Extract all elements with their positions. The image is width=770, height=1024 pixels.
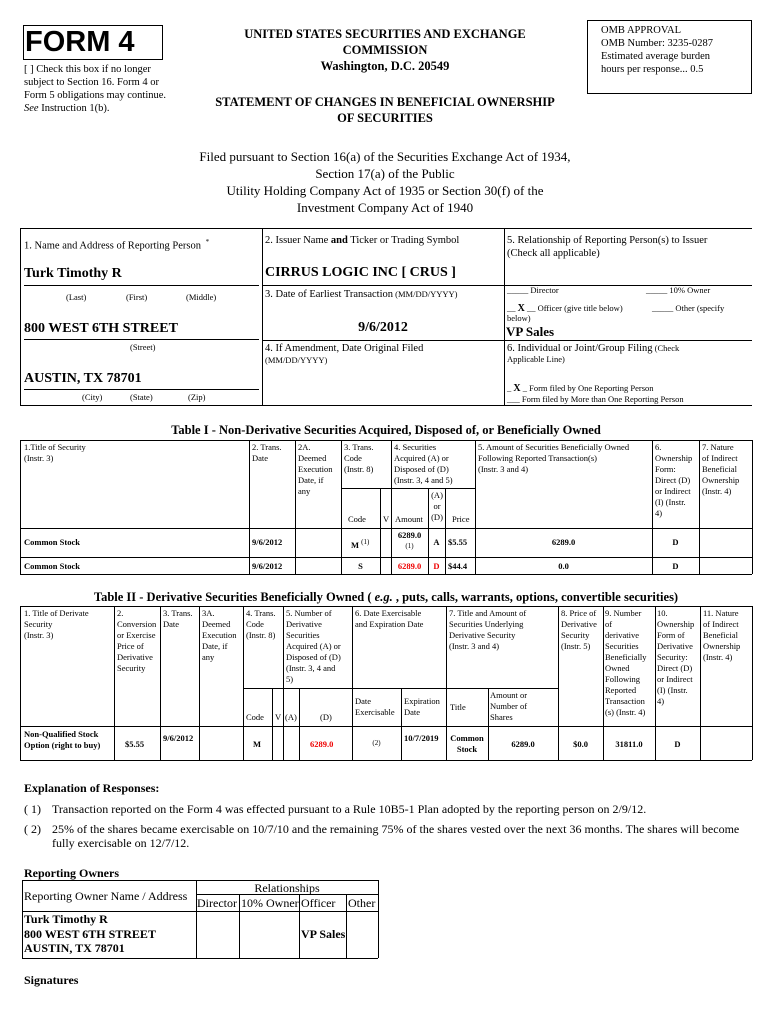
box1-star: * xyxy=(205,238,210,246)
t2-title: Title xyxy=(450,702,466,712)
box3-fmt: (MM/DD/YYYY) xyxy=(393,289,458,299)
table2-title xyxy=(20,590,752,605)
t1-code: Code xyxy=(348,514,366,524)
owner-officer-title: VP Sales xyxy=(301,927,346,941)
form-title: FORM 4 xyxy=(25,26,135,58)
one-person-b: _ Form filed by One Reporting Person xyxy=(520,383,654,393)
t2-v: V xyxy=(275,712,282,722)
statement-title: STATEMENT OF CHANGES IN BENEFICIAL OWNERSHIP OF SECURITIES xyxy=(215,95,555,125)
t2-row-u-amount: 6289.0 xyxy=(511,739,535,749)
t2-h6: 6. Date Exercisable and Expiration Date xyxy=(355,608,424,629)
box4-label: 4. If Amendment, Date Original Filed xyxy=(265,343,424,354)
t1-h7: 7. Nature of Indirect Beneficial Ownership (Instr. 4) xyxy=(702,442,740,496)
officer-title: VP Sales xyxy=(506,324,555,339)
owners-officer: Officer xyxy=(301,896,336,910)
officer-line-b: __ Officer (give title below) xyxy=(524,303,623,313)
one-person-a: _ xyxy=(507,383,514,393)
reporting-person-name: Turk Timothy R xyxy=(24,266,122,281)
box3-label xyxy=(265,288,457,301)
t1-r1-amount: 6289.0 xyxy=(397,530,422,540)
agency-name: UNITED STATES SECURITIES AND EXCHANGE COMMISSION Washington, D.C. 20549 xyxy=(244,27,526,73)
note-1-text: Transaction reported on the Form 4 was effected pursuant to a Rule 10B5-1 Plan adopted by the reporting person on 2/9/12. xyxy=(52,802,647,816)
t1-h4: 4. Securities Acquired (A) or Disposed of (D) (Instr. 3, 4 and 5) xyxy=(394,442,453,485)
label-street: (Street) xyxy=(130,342,156,352)
t1-h2: 2. Trans. Date xyxy=(252,442,282,463)
t2-date-ex: Date Exercisable xyxy=(355,696,395,717)
t1-r1-ad: A xyxy=(433,537,440,547)
t2-h9: 9. Number of derivative Securities Beneficially Owned Following Reported Transaction (s) (Instr. 4) xyxy=(605,608,647,717)
t2-d: (D) xyxy=(320,712,332,722)
t2-h11: 11. Nature of Indirect Beneficial Ownership (Instr. 4) xyxy=(703,608,741,662)
t1-r1-date: 9/6/2012 xyxy=(252,537,283,547)
t1-r2-ad: D xyxy=(433,561,440,571)
box1-label xyxy=(24,236,209,253)
t2-h7: 7. Title and Amount of Securities Underlying Derivative Security (Instr. 3 and 4) xyxy=(449,608,527,651)
t1-h1: 1.Title of Security (Instr. 3) xyxy=(24,442,86,463)
t2-row-disposed: 6289.0 xyxy=(310,739,334,749)
t2-row-code: M xyxy=(253,739,262,749)
t1-r1-code-fn: (1) xyxy=(361,538,370,546)
reporting-city-state: AUSTIN, TX 78701 xyxy=(24,371,142,386)
t2-row-owned: 31811.0 xyxy=(615,739,643,749)
instruction-ref: Instruction 1(b). xyxy=(38,103,110,114)
t2-row-expiration: 10/7/2019 xyxy=(404,733,439,743)
more-persons-line: ___ Form filed by More than One Reporting Person xyxy=(507,394,684,404)
see-word: See xyxy=(24,103,39,114)
t2-h4: 4. Trans. Code (Instr. 8) xyxy=(246,608,276,640)
table2-title-a: Table II - Derivative Securities Beneficially Owned ( xyxy=(93,590,375,604)
t2-h2: 2. Conversion or Exercise Price of Derivative Security xyxy=(117,608,157,673)
t2-row-title: Non-Qualified Stock Option (right to buy) xyxy=(24,729,101,750)
reporting-owners-heading: Reporting Owners xyxy=(24,866,119,880)
t2-row-form: D xyxy=(674,739,681,749)
t2-amount-shares: Amount or Number of Shares xyxy=(490,690,528,722)
box4-fmt: (MM/DD/YYYY) xyxy=(265,355,328,365)
filed-pursuant: Filed pursuant to Section 16(a) of the Securities Exchange Act of 1934, Section 17(a) of the Public Utility Holding Company Act of 1935 or Section 30(f) of the Investment Company Act of 1940 xyxy=(199,149,571,215)
box2-label-a: 2. Issuer Name xyxy=(265,235,331,246)
t2-h3a: 3A. Deemed Execution Date, if any xyxy=(202,608,237,662)
t1-r2-amount: 6289.0 xyxy=(397,561,422,571)
owners-relationships: Relationships xyxy=(254,881,320,895)
t2-h1: 1. Title of Derivate Security (Instr. 3) xyxy=(24,608,89,640)
label-city: (City) xyxy=(82,392,103,402)
t1-h2a: 2A. Deemed Execution Date, if any xyxy=(298,442,333,496)
explanation-heading: Explanation of Responses: xyxy=(24,781,160,795)
below-note: below) xyxy=(507,313,531,323)
t1-r2-owned: 0.0 xyxy=(558,561,569,571)
t2-h10: 10. Ownership Form of Derivative Security: Direct (D) or Indirect (I) (Instr. 4) xyxy=(657,608,695,706)
other-line: _____ Other (specify xyxy=(652,303,725,313)
t2-row-date-ex: (2) xyxy=(372,739,381,747)
table1-title: Table I - Non-Derivative Securities Acquired, Disposed of, or Beneficially Owned xyxy=(171,423,601,437)
box6-applicable: Applicable Line) xyxy=(507,354,565,364)
label-middle: (Middle) xyxy=(186,292,217,302)
note-2-num: ( 2) xyxy=(24,822,41,836)
t1-r1-code-value: M xyxy=(351,539,360,550)
t2-row-date: 9/6/2012 xyxy=(163,733,194,743)
earliest-transaction-date: 9/6/2012 xyxy=(358,320,408,335)
box2-label-b: Ticker or Trading Symbol xyxy=(347,235,460,246)
box5-label: 5. Relationship of Reporting Person(s) to Issuer (Check all applicable) xyxy=(507,235,708,259)
one-person-line xyxy=(507,383,654,394)
section16-checkbox-note xyxy=(24,63,174,115)
t1-h3: 3. Trans. Code (Instr. 8) xyxy=(344,442,374,474)
section16-checkbox-text: [ ] Check this box if no longer subject to Section 16. Form 4 or Form 5 obligations may continue. xyxy=(24,64,167,101)
t2-h8: 8. Price of Derivative Security (Instr. 5) xyxy=(561,608,597,651)
label-zip: (Zip) xyxy=(188,392,206,402)
box6-check: (Check xyxy=(652,343,680,353)
t2-h5: 5. Number of Derivative Securities Acquired (A) or Disposed of (D) (Instr. 3, 4 and 5) xyxy=(286,608,341,684)
t1-r2-form: D xyxy=(672,561,679,571)
box6-label-text: 6. Individual or Joint/Group Filing xyxy=(507,343,653,354)
t2-row-u-title: Common Stock xyxy=(450,733,484,754)
officer-check: X xyxy=(517,303,525,314)
t2-h3: 3. Trans. Date xyxy=(163,608,193,629)
label-first: (First) xyxy=(126,292,148,302)
box1-label-text: 1. Name and Address of Reporting Person xyxy=(24,240,202,252)
label-last: (Last) xyxy=(66,292,87,302)
t1-r1-owned: 6289.0 xyxy=(551,537,576,547)
t1-price: Price xyxy=(452,514,470,524)
owners-ten-pct: 10% Owner xyxy=(241,896,299,910)
box2-label xyxy=(265,234,459,247)
box2-and: and xyxy=(330,235,348,246)
t1-aord: (A) or (D) xyxy=(431,490,443,522)
t1-amount: Amount xyxy=(395,514,423,524)
t2-a: (A) xyxy=(285,712,297,722)
one-person-check: X xyxy=(513,383,521,394)
t1-r1-title: Common Stock xyxy=(24,537,80,547)
t1-r2-price: $44.4 xyxy=(448,561,468,571)
reporting-street: 800 WEST 6TH STREET xyxy=(24,321,178,336)
t1-h5: 5. Amount of Securities Beneficially Owned Following Reported Transaction(s) (Instr. 3 and 4) xyxy=(478,442,630,474)
owners-col-name: Reporting Owner Name / Address xyxy=(24,889,188,903)
t1-h6: 6. Ownership Form: Direct (D) or Indirect (I) (Instr. 4) xyxy=(655,442,693,518)
t1-v: V xyxy=(383,514,390,524)
omb-approval: OMB APPROVAL OMB Number: 3235-0287 Estimated average burden hours per response... 0.5 xyxy=(601,25,713,75)
t1-r2-date: 9/6/2012 xyxy=(252,561,283,571)
t1-r1-price: $5.55 xyxy=(448,537,468,547)
label-state: (State) xyxy=(130,392,153,402)
t2-expiration: Expiration Date xyxy=(404,696,440,717)
director-line: _____ Director xyxy=(507,285,559,295)
note-1-num: ( 1) xyxy=(24,802,41,816)
owners-other: Other xyxy=(348,896,376,910)
t1-r2-code: S xyxy=(358,561,363,571)
t1-r1-code xyxy=(351,537,369,551)
table2-title-eg: e.g. xyxy=(374,590,393,604)
t2-row-conversion: $5.55 xyxy=(125,739,145,749)
t1-r1-form: D xyxy=(672,537,679,547)
t1-r1-amount-fn: (1) xyxy=(405,542,414,550)
ten-pct-line: _____ 10% Owner xyxy=(646,285,711,295)
table2-title-b: , puts, calls, warrants, options, convertible securities) xyxy=(392,590,679,604)
note-2-text: 25% of the shares became exercisable on 10/7/10 and the remaining 75% of the shares vested over the next 36 months. The shares will become fully exercisable on 12/7/12. xyxy=(52,822,740,850)
issuer-name: CIRRUS LOGIC INC [ CRUS ] xyxy=(265,265,456,280)
owners-director: Director xyxy=(197,896,237,910)
t2-code: Code xyxy=(246,712,264,722)
officer-line-a: __ xyxy=(507,303,518,313)
owner-name-address: Turk Timothy R 800 WEST 6TH STREET AUSTIN, TX 78701 xyxy=(24,912,156,955)
box3-label-text: 3. Date of Earliest Transaction xyxy=(265,289,394,300)
signatures-heading: Signatures xyxy=(24,973,79,987)
t2-row-price: $0.0 xyxy=(573,739,588,749)
t1-r2-title: Common Stock xyxy=(24,561,80,571)
